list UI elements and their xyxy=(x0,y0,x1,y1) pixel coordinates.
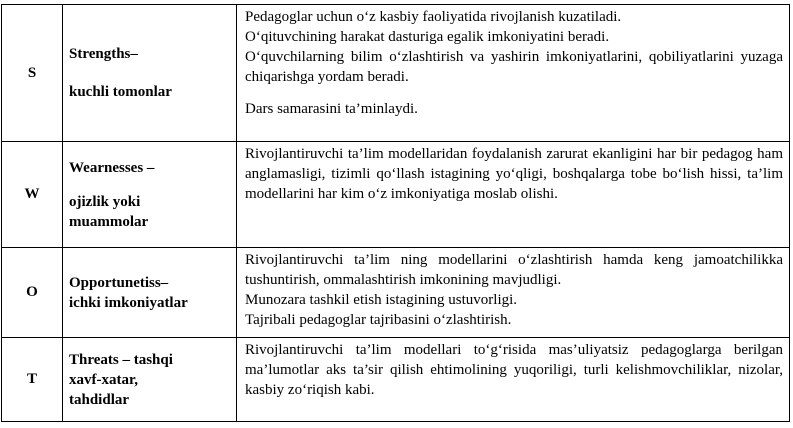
swot-row-opportunities xyxy=(2,248,790,338)
desc-paragraph: Munozara tashkil etish istagining ustuvorligi. xyxy=(245,292,518,308)
swot-desc-strengths xyxy=(237,5,790,142)
swot-letter-s: S xyxy=(2,5,63,142)
desc-paragraph: Rivojlantiruvchi ta’lim ning modellarini o‘zlashtirish hamda keng jamoatchilikka tushuntirish, ommalashtirish imkonining mavjudligi. xyxy=(245,252,783,288)
label-line: Wearnesses – xyxy=(69,159,155,176)
label-line: kuchli tomonlar xyxy=(69,84,172,100)
swot-label-strengths xyxy=(63,5,237,142)
swot-table xyxy=(1,4,790,422)
label-line: xavf-xatar, xyxy=(69,371,139,388)
label-line: ojizlik yoki xyxy=(69,193,141,210)
label-line: ichki imkoniyatlar xyxy=(69,294,188,311)
label-line: Strengths– xyxy=(69,46,138,62)
swot-row-strengths xyxy=(2,5,790,142)
swot-desc-weaknesses xyxy=(237,142,790,248)
swot-label-weaknesses xyxy=(63,142,237,248)
swot-letter-t: T xyxy=(2,338,63,422)
label-line: Threats – tashqi xyxy=(69,351,173,368)
desc-paragraph: Tajribali pedagoglar tajribasini o‘zlashtirish. xyxy=(245,312,512,328)
swot-letter-w: W xyxy=(2,142,63,248)
swot-desc-threats xyxy=(237,338,790,422)
desc-paragraph: Dars samarasini ta’minlaydi. xyxy=(245,101,418,117)
swot-desc-opportunities xyxy=(237,248,790,338)
swot-label-threats xyxy=(63,338,237,422)
desc-paragraph: Rivojlantiruvchi ta’lim modellari to‘g‘risida mas’uliyatsiz pedagoglarga berilgan ma’lumotlar aks ta’sir qilish ehtimolining yuqoriligi, turli kelishmovchiliklar, nizolar, kasbiy zo‘riqish kabi. xyxy=(245,342,783,398)
label-line: tahdidlar xyxy=(69,391,130,408)
swot-letter-o: O xyxy=(2,248,63,338)
desc-paragraph: O‘qituvchining harakat dasturiga egalik imkoniyatini beradi. xyxy=(245,29,610,45)
label-line: muammolar xyxy=(69,213,149,230)
swot-row-threats xyxy=(2,338,790,422)
desc-paragraph: O‘quvchilarning bilim o‘zlashtirish va yashirin imkoniyatlarini, qobiliyatlarini yuzaga chiqarishga yordam beradi. xyxy=(245,49,783,85)
swot-row-weaknesses xyxy=(2,142,790,248)
swot-label-opportunities xyxy=(63,248,237,338)
desc-paragraph: Rivojlantiruvchi ta’lim modellaridan foydalanish zarurat ekanligini har bir pedagog ham anglamasligi, tizimli qo‘llash istagining yo‘qligi, boshqalarga tobe bo‘lish hissi, ta’lim modellarini har kim o‘z imkoniyatiga moslab olishi. xyxy=(245,146,783,202)
desc-paragraph: Pedagoglar uchun o‘z kasbiy faoliyatida rivojlanish kuzatiladi. xyxy=(245,9,622,25)
label-line: Opportunetiss– xyxy=(69,274,169,291)
